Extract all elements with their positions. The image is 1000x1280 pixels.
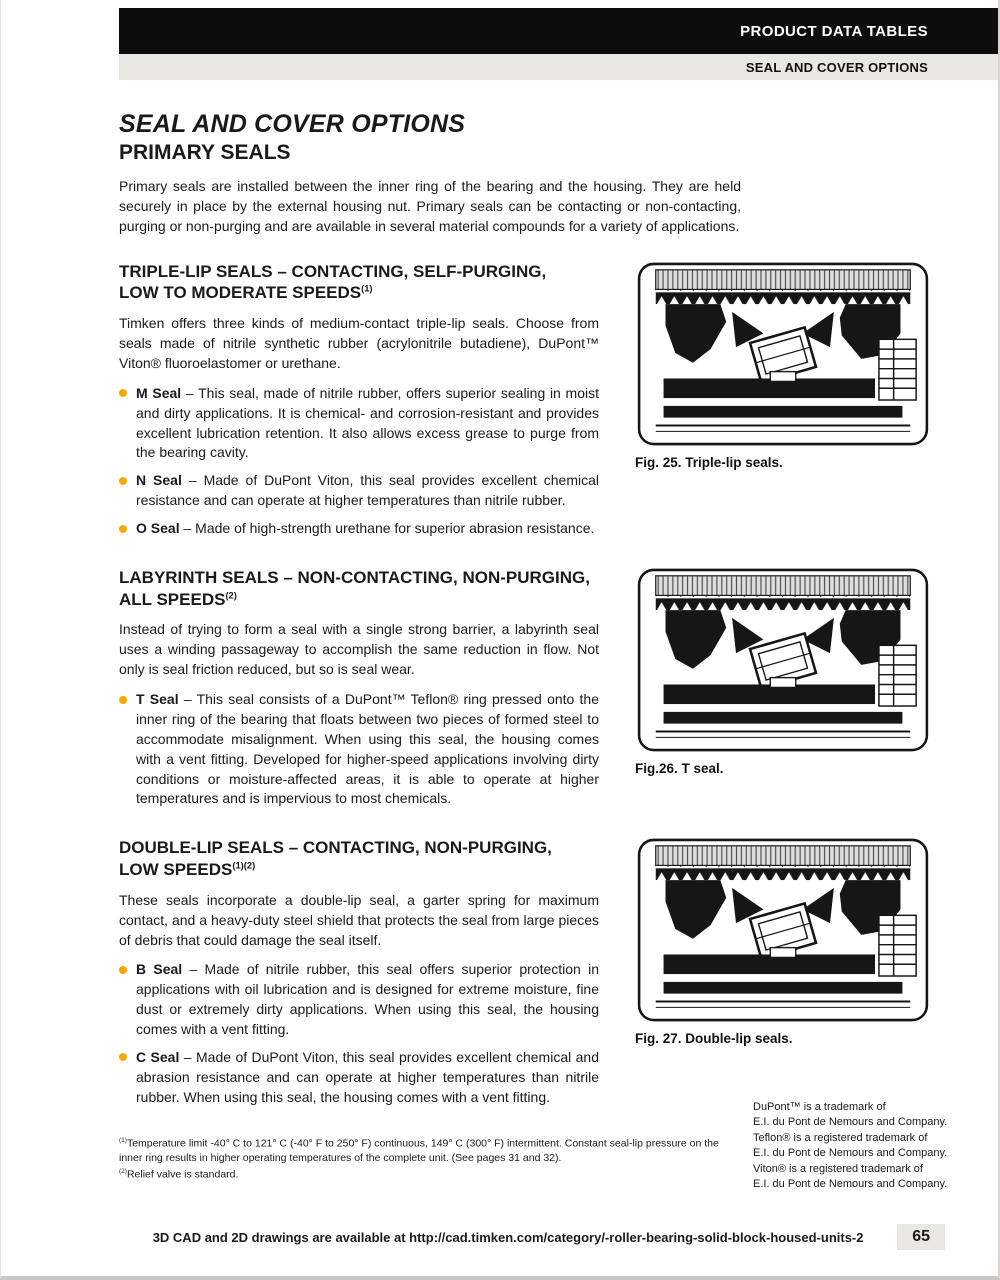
figure-caption: Fig. 25. Triple-lip seals. [635,454,783,470]
bullet-dot-icon [119,389,127,397]
section-body: These seals incorporate a double-lip seal, a garter spring for maximum contact, and a heavy-duty steel shield that protects the seal from large pieces of debris that could damage the seal itself. [119,891,599,948]
bullet-c-seal [119,1048,599,1108]
bearing-cross-section-figure [635,837,931,1115]
bullet-dot-icon [119,525,127,533]
section-text-column [119,261,599,547]
footnote-marker: (1) [119,1136,127,1144]
footnotes [119,1136,719,1183]
section-text-column [119,837,599,1115]
page-subtitle: PRIMARY SEALS [119,141,291,164]
footnote-text: Temperature limit -40° C to 121° C (-40° F to 250° F) continuous, 149° C (300° F) intermittent. Constant seal-lip pressure on the inner ring results in higher operating temperatures of the complete unit. (See pages 31 and 32). [119,1137,719,1164]
section-heading [119,567,599,611]
seal-bullet-list [119,384,599,539]
seal-bullet-list [119,690,599,809]
trademark-line: E.I. du Pont de Nemours and Company. [753,1116,948,1129]
section-double-lip-seals [119,837,931,1115]
bullet-text: – This seal consists of a DuPont™ Teflon® ring pressed onto the inner ring of the bearing that floats between two pieces of formed steel to accommodate misalignment. When using this seal, the housing comes with a vent fitting. Developed for higher-speed applications involving dirty conditions or moisture-affected areas, it is able to operate at higher temperatures and is impervious to most chemicals. [136,691,600,807]
bullet-text: – This seal, made of nitrile rubber, offers superior sealing in moist and dirty applications. It is chemical- and corrosion-resistant and provides excellent lubrication retention. It also allows excess grease to purge from the bearing cavity. [136,384,599,461]
bearing-figure-art [635,261,931,447]
section-triple-lip-seals [119,261,931,547]
top-banner [119,8,998,54]
trademark-line: E.I. du Pont de Nemours and Company. [753,1147,948,1160]
top-banner-text: PRODUCT DATA TABLES [740,22,928,40]
footer-cad-note: 3D CAD and 2D drawings are available at http://cad.timken.com/category/-roller-bearing-solid-block-housed-units-2 [152,1229,864,1245]
bullet-text: – Made of high-strength urethane for superior abrasion resistance. [183,520,595,536]
bullet-label: M Seal [136,384,182,401]
sub-banner [119,54,998,80]
section-heading-footnote-ref: (2) [225,589,237,600]
section-heading-line2: LOW SPEEDS [119,860,233,879]
bearing-figure-art [635,837,931,1023]
section-heading-footnote-ref: (1)(2) [232,860,256,871]
section-labyrinth-seals [119,567,931,817]
bullet-dot-icon [119,477,127,485]
bullet-n-seal [119,471,599,511]
bullet-o-seal [119,519,599,539]
bullet-dot-icon [119,696,127,704]
section-heading [119,837,599,881]
trademark-line: E.I. du Pont de Nemours and Company. [753,1177,948,1190]
bullet-t-seal [119,690,599,809]
section-heading-line1: LABYRINTH SEALS – NON-CONTACTING, NON-PURGING, [119,567,590,587]
bullet-label: N Seal [136,472,182,489]
section-heading [119,261,599,305]
bearing-figure-art [635,567,931,753]
bullet-label: C Seal [136,1048,180,1065]
bullet-label: B Seal [136,961,183,978]
trademark-attributions [753,1100,949,1192]
bullet-label: T Seal [136,691,179,707]
section-heading-line2: LOW TO MODERATE SPEEDS [119,283,362,303]
intro-paragraph: Primary seals are installed between the inner ring of the bearing and the housing. They are held securely in place by the external housing nut. Primary seals can be contacting or non-contacting, purging or non-purging and are available in several material compounds for a variety of applications. [119,178,741,234]
bullet-dot-icon [119,966,127,974]
bullet-dot-icon [119,1053,127,1061]
bullet-label: O Seal [136,520,180,536]
page-footer [119,1224,998,1250]
seal-bullet-list [119,960,599,1107]
section-heading-line2: ALL SPEEDS [119,589,226,609]
section-text-column [119,567,599,817]
page-title: SEAL AND COVER OPTIONS [119,110,466,138]
footnote-1 [119,1136,719,1166]
bullet-b-seal [119,960,599,1040]
sub-banner-text: SEAL AND COVER OPTIONS [745,59,928,75]
footnote-text: Relief valve is standard. [126,1168,239,1181]
figure-caption: Fig.26. T seal. [635,760,724,776]
page-number: 65 [897,1224,945,1250]
footnote-marker: (2) [119,1168,127,1176]
trademark-line: DuPont™ is a trademark of [753,1101,886,1113]
bullet-text: – Made of nitrile rubber, this seal offers superior protection in applications with oil lubrication and is designed for extreme moisture, fine dust or extremely dirty applications. When using this seal, the housing comes with a vent fitting. [136,961,599,1037]
bullet-m-seal [119,384,599,464]
section-heading-footnote-ref: (1) [361,283,373,294]
bullet-text: – Made of DuPont Viton, this seal provides excellent chemical resistance and can operate at higher temperatures than nitrile rubber. [136,472,599,509]
bearing-cross-section-figure [635,261,931,547]
bearing-cross-section-figure [635,567,931,817]
figure-caption: Fig. 27. Double-lip seals. [635,1031,793,1047]
trademark-line: Viton® is a registered trademark of [753,1162,923,1175]
section-heading-line1: TRIPLE-LIP SEALS – CONTACTING, SELF-PURGING, [119,261,547,281]
section-heading-line1: DOUBLE-LIP SEALS – CONTACTING, NON-PURGING, [119,838,552,858]
trademark-line: Teflon® is a registered trademark of [753,1131,928,1144]
section-body: Instead of trying to form a seal with a single strong barrier, a labyrinth seal uses a winding passageway to accomplish the same reduction in flow. Not only is seal friction reduced, but so is seal wear. [119,621,599,678]
bullet-text: – Made of DuPont Viton, this seal provides excellent chemical and abrasion resistance and can operate at higher temperatures than nitrile rubber. When using this seal, the housing comes with a vent fitting. [136,1048,599,1105]
footnote-2 [119,1167,719,1182]
section-body: Timken offers three kinds of medium-contact triple-lip seals. Choose from seals made of nitrile synthetic rubber (acrylonitrile butadiene), DuPont™ Viton® fluoroelastomer or urethane. [119,315,599,371]
main-content [119,100,931,1185]
